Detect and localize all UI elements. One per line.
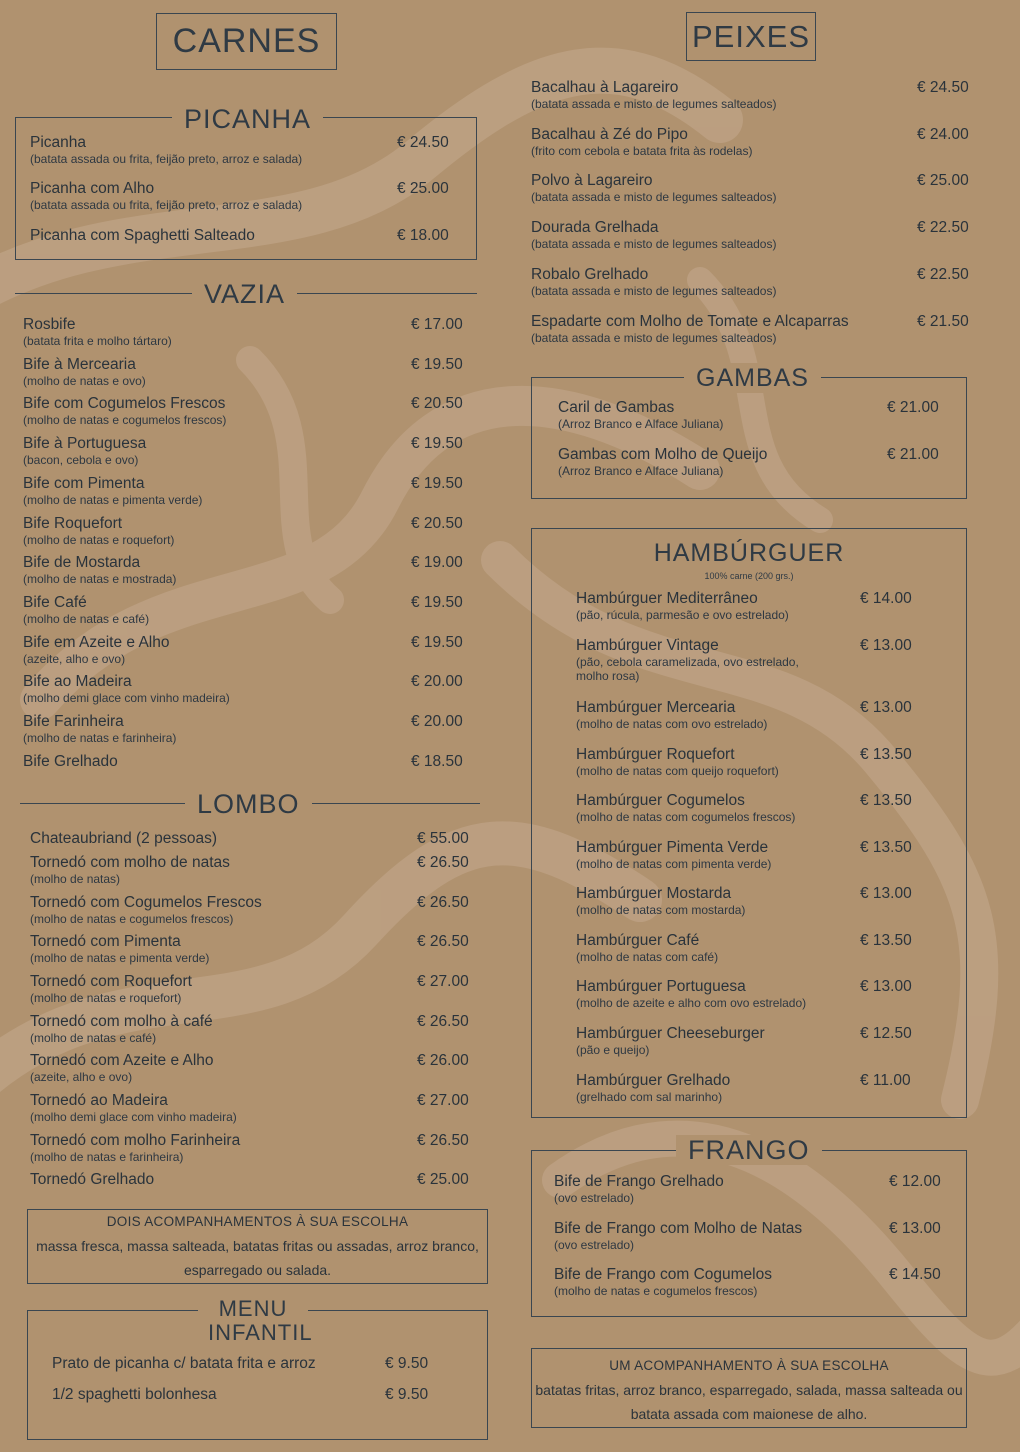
lombo-item-description: (azeite, alho e ovo) [30, 1070, 133, 1084]
peixes-item-name: Bacalhau à Lagareiro [531, 79, 679, 96]
lombo-item-name: Tornedó com molho Farinheira [30, 1132, 241, 1149]
hamburguer-item-description: (molho de natas com mostarda) [576, 903, 746, 917]
frango-item-name: Bife de Frango com Molho de Natas [554, 1220, 803, 1237]
vazia-item-price: € 20.00 [411, 713, 463, 730]
lombo-item-name: Tornedó ao Madeira [30, 1092, 168, 1109]
gambas-item-price: € 21.00 [887, 399, 939, 416]
vazia-item-price: € 20.50 [411, 395, 463, 413]
peixes-item-price: € 22.50 [917, 265, 969, 283]
picanha-item [30, 134, 302, 166]
hamburguer-item-description: (molho de natas com pimenta verde) [576, 857, 772, 871]
hamburguer-item-price: € 13.00 [860, 885, 912, 902]
picanha-item [30, 180, 302, 212]
menu-infantil-heading-line1: MENU [218, 1296, 288, 1321]
vazia-item [23, 554, 176, 586]
picanha-item [30, 227, 255, 245]
acompanhamento-peixes-note [531, 1354, 967, 1426]
hamburguer-item [576, 792, 795, 824]
lombo-item-price: € 26.50 [417, 933, 469, 950]
hamburguer-item [576, 637, 799, 683]
vazia-item-price: € 19.50 [411, 633, 463, 651]
hamburguer-item-description: (molho de natas com queijo roquefort) [576, 764, 779, 778]
lombo-item-description: (molho de natas e cogumelos frescos) [30, 912, 234, 926]
hamburguer-item-price: € 13.50 [860, 932, 912, 949]
lombo-item-price: € 26.50 [417, 1132, 469, 1149]
peixes-item-description: (batata assada e misto de legumes salteados) [531, 237, 777, 252]
lombo-item [30, 933, 209, 965]
hamburguer-item-name: Hambúrguer Mercearia [576, 699, 736, 716]
hamburguer-item-description: (molho de natas com cogumelos frescos) [576, 810, 796, 824]
hamburguer-item-price: € 13.50 [860, 839, 912, 856]
gambas-item-name: Caril de Gambas [558, 399, 675, 416]
hamburguer-item [576, 978, 806, 1010]
picanha-item-price: € 25.00 [397, 180, 449, 197]
gambas-item-description: (Arroz Branco e Alface Juliana) [558, 464, 724, 478]
hamburguer-item [576, 885, 745, 917]
hamburguer-item-description: (molho de natas com ovo estrelado) [576, 717, 768, 731]
vazia-item [23, 594, 149, 626]
hamburguer-item-description: molho rosa) [576, 669, 640, 683]
vazia-item [23, 475, 202, 507]
vazia-item-name: Bife Roquefort [23, 514, 123, 532]
peixes-item [531, 172, 776, 204]
hamburguer-item-name: Hambúrguer Mostarda [576, 885, 732, 902]
vazia-item-description: (batata frita e molho tártaro) [23, 334, 172, 348]
hamburguer-item-description: (pão e queijo) [576, 1043, 650, 1057]
vazia-item-name: Bife à Portuguesa [23, 435, 147, 453]
lombo-item [30, 1171, 154, 1189]
vazia-item-description: (molho demi glace com vinho madeira) [23, 691, 230, 706]
hamburguer-item [576, 699, 767, 731]
acompanhamentos-carnes-note [27, 1210, 488, 1282]
frango-item-description: (ovo estrelado) [554, 1238, 635, 1252]
vazia-item-description: (molho de natas e pimenta verde) [23, 492, 203, 507]
hamburguer-item [576, 932, 718, 964]
hamburguer-item-description: (pão, rúcula, parmesão e ovo estrelado) [576, 608, 789, 622]
vazia-item-name: Bife Café [23, 593, 87, 611]
lombo-item [30, 1092, 237, 1124]
vazia-item-price: € 18.50 [411, 752, 463, 770]
peixes-item-price: € 24.50 [917, 79, 969, 96]
vazia-item-name: Rosbife [23, 316, 76, 333]
vazia-item-description: (bacon, cebola e ovo) [23, 453, 139, 468]
picanha-item-description: (batata assada ou frita, feijão preto, arroz e salada) [30, 198, 303, 212]
vazia-item-description: (azeite, alho e ovo) [23, 651, 126, 666]
frango-item-description: (molho de natas e cogumelos frescos) [554, 1284, 758, 1298]
vazia-item-name: Bife à Mercearia [23, 355, 136, 373]
vazia-item-name: Bife Farinheira [23, 713, 124, 730]
hamburguer-item-name: Hambúrguer Portuguesa [576, 978, 746, 995]
lombo-item-name: Tornedó com Pimenta [30, 933, 181, 950]
picanha-item-price: € 18.00 [397, 227, 449, 244]
vazia-item-price: € 19.50 [411, 435, 463, 453]
lombo-item-price: € 26.50 [417, 1013, 469, 1030]
menu-infantil-item-price: € 9.50 [385, 1386, 429, 1403]
vazia-item [23, 713, 176, 745]
vazia-item-name: Bife ao Madeira [23, 673, 132, 691]
hamburguer-item-price: € 13.50 [860, 746, 912, 763]
vazia-item-description: (molho de natas e cogumelos frescos) [23, 413, 227, 428]
lombo-item-name: Tornedó com Roquefort [30, 973, 192, 990]
peixes-item-price: € 21.50 [917, 312, 969, 330]
vazia-item-price: € 19.50 [411, 593, 463, 611]
vazia-item [23, 435, 146, 467]
carnes-title: CARNES [156, 13, 337, 70]
gambas-section-box [531, 377, 967, 499]
lombo-item [30, 973, 192, 1005]
lombo-item-price: € 27.00 [417, 1092, 469, 1109]
lombo-heading: LOMBO [185, 789, 312, 819]
vazia-item-price: € 20.00 [411, 673, 463, 691]
picanha-item-price: € 24.50 [397, 134, 449, 151]
menu-infantil-item [52, 1355, 316, 1373]
peixes-item-price: € 24.00 [917, 125, 969, 143]
lombo-item [30, 894, 262, 926]
acompanhamento-peixes-heading: UM ACOMPANHAMENTO À SUA ESCOLHA [609, 1358, 889, 1373]
frango-item [554, 1173, 724, 1205]
hamburguer-item-name: Hambúrguer Vintage [576, 637, 719, 654]
vazia-item [23, 673, 230, 705]
lombo-item-description: (molho de natas e farinheira) [30, 1150, 184, 1164]
vazia-item-name: Bife Grelhado [23, 752, 118, 770]
picanha-item-description: (batata assada ou frita, feijão preto, arroz e salada) [30, 152, 303, 166]
vazia-item-description: (molho de natas e mostrada) [23, 572, 177, 587]
peixes-item [531, 219, 776, 251]
lombo-item [30, 1013, 213, 1045]
gambas-item-name: Gambas com Molho de Queijo [558, 446, 768, 463]
frango-item-price: € 14.50 [889, 1266, 941, 1283]
hamburguer-heading: HAMBÚRGUER [653, 539, 845, 567]
frango-item [554, 1220, 802, 1252]
peixes-item-description: (batata assada e misto de legumes salteados) [531, 283, 777, 298]
hamburguer-item-description: (grelhado com sal marinho) [576, 1090, 723, 1104]
peixes-item-name: Robalo Grelhado [531, 265, 649, 283]
vazia-item-description: (molho de natas e roquefort) [23, 532, 175, 547]
hamburguer-item-name: Hambúrguer Cheeseburger [576, 1025, 765, 1042]
picanha-item-name: Picanha [30, 134, 87, 151]
gambas-heading: GAMBAS [684, 363, 821, 393]
vazia-item [23, 634, 169, 666]
hamburguer-item-description: (molho de azeite e alho com ovo estrelado) [576, 996, 807, 1010]
vazia-item-description: (molho de natas e ovo) [23, 373, 146, 388]
peixes-item-description: (batata assada e misto de legumes salteados) [531, 97, 777, 111]
peixes-item [531, 266, 776, 298]
hamburguer-item-description: (pão, cebola caramelizada, ovo estrelado, [576, 655, 799, 669]
menu-infantil-item [52, 1386, 217, 1404]
menu-infantil-item-name: Prato de picanha c/ batata frita e arroz [52, 1355, 316, 1372]
hamburguer-item-price: € 13.00 [860, 637, 912, 654]
gambas-item [558, 446, 767, 478]
lombo-item-name: Tornedó com molho de natas [30, 854, 230, 871]
lombo-item-price: € 55.00 [417, 830, 469, 847]
lombo-item-price: € 27.00 [417, 973, 469, 990]
peixes-item [531, 79, 776, 111]
peixes-item-price: € 25.00 [917, 172, 969, 190]
lombo-item-name: Tornedó com Azeite e Alho [30, 1052, 214, 1069]
gambas-item-price: € 21.00 [887, 446, 939, 463]
hamburguer-item-price: € 11.00 [860, 1072, 911, 1089]
vazia-item [23, 753, 118, 771]
hamburguer-item-price: € 12.50 [860, 1025, 912, 1042]
acompanhamentos-carnes-line2: esparregado ou salada. [183, 1262, 332, 1278]
lombo-item [30, 1052, 214, 1084]
vazia-item [23, 356, 146, 388]
frango-item-price: € 13.00 [889, 1220, 941, 1237]
picanha-heading: PICANHA [172, 104, 323, 134]
hamburguer-item-description: (molho de natas com café) [576, 950, 719, 964]
picanha-item-name: Picanha com Alho [30, 180, 155, 197]
lombo-item-name: Tornedó Grelhado [30, 1171, 155, 1188]
hamburguer-item-name: Hambúrguer Café [576, 932, 700, 949]
lombo-item-price: € 26.00 [417, 1052, 469, 1069]
frango-item-name: Bife de Frango Grelhado [554, 1173, 724, 1190]
hamburguer-item-name: Hambúrguer Mediterrâneo [576, 590, 758, 607]
vazia-item [23, 316, 172, 348]
hamburguer-item-name: Hambúrguer Roquefort [576, 746, 735, 763]
acompanhamentos-carnes-heading: DOIS ACOMPANHAMENTOS À SUA ESCOLHA [106, 1214, 409, 1229]
peixes-item-description: (batata assada e misto de legumes salteados) [531, 330, 777, 345]
frango-item-price: € 12.00 [889, 1173, 941, 1190]
lombo-item-price: € 25.00 [417, 1171, 469, 1188]
vazia-item-price: € 19.50 [411, 474, 463, 492]
picanha-item-name: Picanha com Spaghetti Salteado [30, 227, 255, 244]
vazia-item-name: Bife com Cogumelos Frescos [23, 395, 226, 413]
vazia-item-name: Bife com Pimenta [23, 474, 145, 492]
peixes-item-name: Dourada Grelhada [531, 219, 659, 237]
gambas-item-description: (Arroz Branco e Alface Juliana) [558, 417, 724, 431]
lombo-item [30, 854, 230, 886]
lombo-item-name: Tornedó com molho à café [30, 1013, 213, 1030]
hamburguer-item-name: Hambúrguer Pimenta Verde [576, 839, 769, 856]
vazia-item-price: € 20.50 [411, 514, 463, 532]
vazia-item [23, 515, 174, 547]
hamburguer-item [576, 1025, 765, 1057]
peixes-title: PEIXES [686, 12, 816, 61]
hamburguer-item-price: € 13.00 [860, 699, 912, 716]
vazia-item-name: Bife de Mostarda [23, 554, 141, 572]
lombo-item-name: Tornedó com Cogumelos Frescos [30, 894, 262, 911]
gambas-item [558, 399, 723, 431]
acompanhamentos-carnes-line1: massa fresca, massa salteada, batatas fritas ou assadas, arroz branco, [36, 1238, 479, 1254]
menu-infantil-item-price: € 9.50 [385, 1355, 429, 1372]
peixes-item-description: (batata assada e misto de legumes salteados) [531, 190, 777, 205]
lombo-item-description: (molho demi glace com vinho madeira) [30, 1110, 237, 1124]
vazia-heading: VAZIA [192, 279, 297, 309]
lombo-item-name: Chateaubriand (2 pessoas) [30, 830, 217, 847]
hamburguer-item [576, 839, 771, 871]
hamburguer-subtitle: 100% carne (200 grs.) [704, 571, 794, 581]
lombo-item-price: € 26.50 [417, 854, 469, 871]
frango-heading: FRANGO [676, 1135, 822, 1165]
lombo-item-description: (molho de natas e pimenta verde) [30, 951, 210, 965]
lombo-item [30, 830, 217, 848]
vazia-item-price: € 17.00 [411, 316, 463, 333]
peixes-item-description: (frito com cebola e batata frita às rodelas) [531, 143, 753, 158]
vazia-item-name: Bife em Azeite e Alho [23, 633, 170, 651]
hamburguer-item-name: Hambúrguer Cogumelos [576, 792, 745, 809]
hamburguer-item [576, 746, 779, 778]
menu-infantil-heading [198, 1296, 313, 1345]
lombo-item-price: € 26.50 [417, 894, 469, 911]
hamburguer-item-price: € 14.00 [860, 590, 912, 607]
frango-item [554, 1266, 772, 1298]
peixes-item-name: Polvo à Lagareiro [531, 172, 653, 190]
menu-infantil-heading-line2: INFANTIL [208, 1320, 313, 1345]
vazia-item-price: € 19.50 [411, 355, 463, 373]
frango-item-description: (ovo estrelado) [554, 1191, 635, 1205]
acompanhamento-peixes-line1: batatas fritas, arroz branco, esparregado, salada, massa salteada ou [535, 1382, 963, 1398]
hamburguer-item-price: € 13.50 [860, 792, 912, 809]
vazia-item-price: € 19.00 [411, 554, 463, 572]
menu-infantil-item-name: 1/2 spaghetti bolonhesa [52, 1386, 217, 1403]
lombo-item-description: (molho de natas e roquefort) [30, 991, 182, 1005]
hamburguer-item-name: Hambúrguer Grelhado [576, 1072, 731, 1089]
peixes-item-price: € 22.50 [917, 219, 969, 237]
vazia-item-description: (molho de natas e café) [23, 611, 150, 626]
hamburguer-item [576, 590, 789, 622]
hamburguer-item [576, 1072, 730, 1104]
frango-item-name: Bife de Frango com Cogumelos [554, 1266, 772, 1283]
lombo-item-description: (molho de natas) [30, 872, 121, 886]
peixes-item [531, 126, 752, 158]
peixes-item-name: Espadarte com Molho de Tomate e Alcaparras [531, 312, 849, 330]
hamburguer-item-price: € 13.00 [860, 978, 912, 995]
lombo-item [30, 1132, 240, 1164]
vazia-item [23, 395, 226, 427]
peixes-item-name: Bacalhau à Zé do Pipo [531, 125, 688, 143]
vazia-item-description: (molho de natas e farinheira) [23, 731, 177, 745]
peixes-item [531, 313, 849, 345]
lombo-item-description: (molho de natas e café) [30, 1031, 157, 1045]
acompanhamento-peixes-line2: batata assada com maionese de alho. [630, 1406, 868, 1422]
